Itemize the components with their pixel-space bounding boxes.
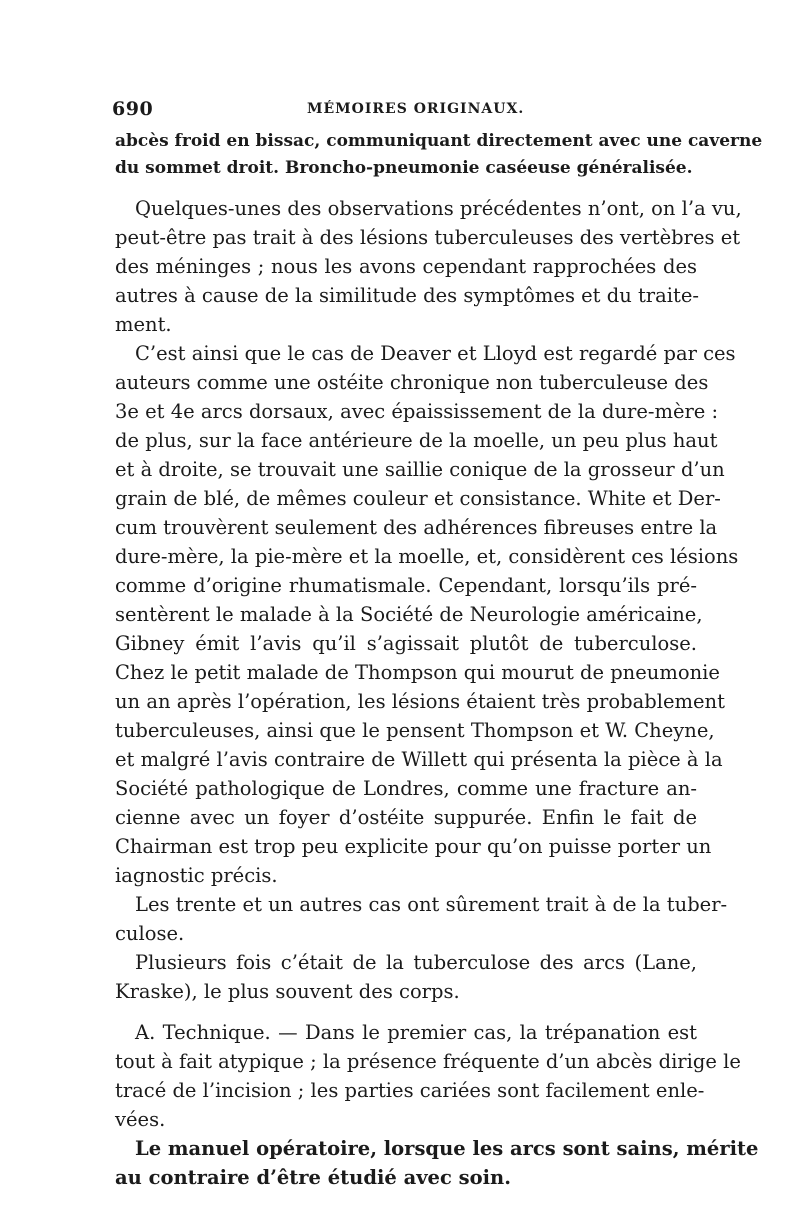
text-line: 3e et 4e arcs dorsaux, avec épaississement de la dure-mère : [115,400,719,423]
text-line: Les trente et un autres cas ont sûrement trait à de la tuber- [135,893,728,916]
text-line: au contraire d’être étudié avec soin. [115,1166,511,1189]
text-line: Chairman est trop peu explicite pour qu’on puisse porter un [115,835,712,858]
text-line: ment. [115,313,172,336]
text-line: iagnostic précis. [115,864,278,887]
text-line: Le manuel opératoire, lorsque les arcs sont sains, mérite [135,1137,759,1160]
text-line: autres à cause de la similitude des symptômes et du traite- [115,284,699,307]
text-line: et malgré l’avis contraire de Willett qui présenta la pièce à la [115,748,723,771]
paragraph-gap [115,182,697,194]
section-heading-line: A. Technique. — Dans le premier cas, la trépanation est [135,1021,697,1044]
text-line: Chez le petit malade de Thompson qui mourut de pneumonie [115,661,720,684]
text-line: cum trouvèrent seulement des adhérences fibreuses entre la [115,516,718,539]
text-line: Société pathologique de Londres, comme une fracture an- [115,777,697,800]
text-line: sentèrent le malade à la Société de Neurologie américaine, [115,603,703,626]
text-line: cienne avec un foyer d’ostéite suppurée. Enfin le fait de [115,806,697,829]
text-line: culose. [115,922,185,945]
text-line: des méninges ; nous les avons cependant rapprochées des [115,255,697,278]
text-line: tout à fait atypique ; la présence fréquente d’un abcès dirige le [115,1050,741,1073]
running-head: MÉMOIRES ORIGINAUX. [307,101,525,117]
text-line: Gibney émit l’avis qu’il s’agissait plutôt de tuberculose. [115,632,697,655]
text-line: un an après l’opération, les lésions étaient très probablement [115,690,725,713]
page-header [112,98,702,126]
text-line: vées. [115,1108,166,1131]
text-line: peut-être pas trait à des lésions tuberculeuses des vertèbres et [115,226,741,249]
text-line: C’est ainsi que le cas de Deaver et Lloyd est regardé par ces [135,342,736,365]
text-line: grain de blé, de mêmes couleur et consistance. White et Der- [115,487,721,510]
text-line: Plusieurs fois c’était de la tuberculose des arcs (Lane, [135,951,697,974]
text-line: tracé de l’incision ; les parties cariées sont facilement enle- [115,1079,705,1102]
text-line: Kraske), le plus souvent des corps. [115,980,460,1003]
body-text [115,128,763,1192]
text-line: comme d’origine rhumatismale. Cependant, lorsqu’ils pré- [115,574,697,597]
text-line: dure-mère, la pie-mère et la moelle, et, considèrent ces lésions [115,545,739,568]
paragraph-gap [115,1006,697,1018]
text-line: et à droite, se trouvait une saillie conique de la grosseur d’un [115,458,725,481]
text-line: auteurs comme une ostéite chronique non tuberculeuse des [115,371,709,394]
text-line: abcès froid en bissac, communiquant directement avec une caverne [115,131,763,151]
page-number: 690 [112,98,154,120]
text-line: de plus, sur la face antérieure de la moelle, un peu plus haut [115,429,718,452]
text-line: tuberculeuses, ainsi que le pensent Thompson et W. Cheyne, [115,719,715,742]
text-line: du sommet droit. Broncho-pneumonie caséeuse généralisée. [115,158,693,178]
text-line: Quelques-unes des observations précédentes n’ont, on l’a vu, [135,197,742,220]
